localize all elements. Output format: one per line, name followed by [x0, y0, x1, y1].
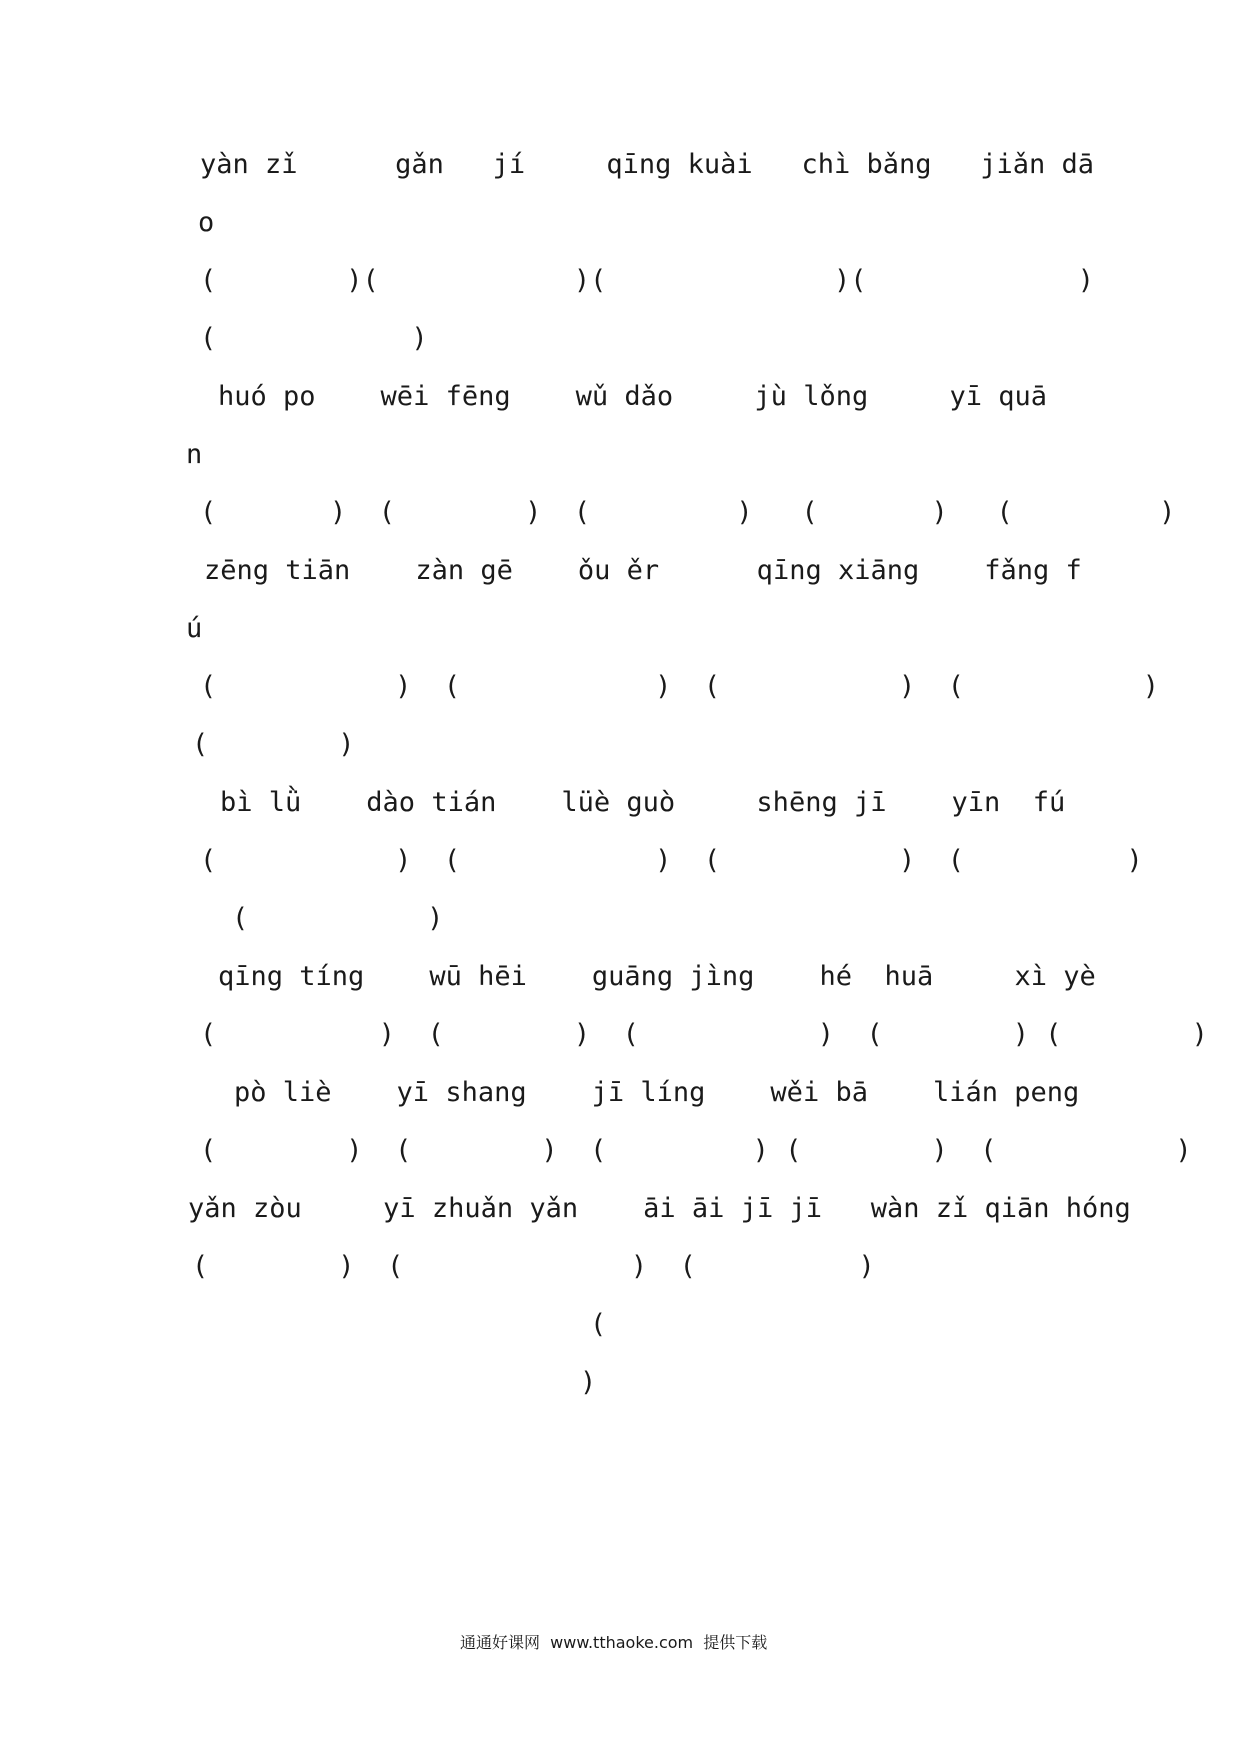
answer-brackets-row-4: ( ) ( ) ( ) ( )	[200, 845, 1143, 876]
pinyin-row-6: pò liè yī shang jī líng wěi bā lián peng	[234, 1077, 1080, 1108]
pinyin-row-5: qīng tíng wū hēi guāng jìng hé huā xì yè	[218, 961, 1096, 992]
answer-brackets-row-1: ( )( )( )( )	[200, 265, 1095, 296]
answer-brackets-row-1-wrap: ( )	[200, 323, 428, 354]
answer-brackets-row-4-wrap: ( )	[232, 903, 444, 934]
pinyin-row-3: zēng tiān zàn gē ǒu ěr qīng xiāng fǎng f	[204, 555, 1082, 586]
answer-bracket-close-8: )	[580, 1367, 597, 1398]
pinyin-row-1-wrap: o	[198, 207, 215, 238]
answer-brackets-row-2: ( ) ( ) ( ) ( ) ( )	[200, 497, 1176, 528]
answer-brackets-row-5: ( ) ( ) ( ) ( ) ( )	[200, 1019, 1208, 1050]
footer-credit: 通通好课网 www.tthaoke.com 提供下载	[460, 1633, 768, 1652]
answer-bracket-open-8: (	[590, 1309, 607, 1340]
answer-brackets-row-3-wrap: ( )	[192, 729, 355, 760]
pinyin-row-2-wrap: n	[186, 439, 203, 470]
answer-brackets-row-6: ( ) ( ) ( ) ( ) ( )	[200, 1135, 1192, 1166]
pinyin-row-3-wrap: ú	[186, 613, 203, 644]
pinyin-row-7: yǎn zòu yī zhuǎn yǎn āi āi jī jī wàn zǐ qiān hóng	[188, 1193, 1131, 1224]
pinyin-row-4: bì lǜ dào tián lüè guò shēng jī yīn fú	[220, 787, 1066, 818]
pinyin-row-1: yàn zǐ gǎn jí qīng kuài chì bǎng jiǎn dā	[200, 149, 1095, 180]
answer-brackets-row-7: ( ) ( ) ( )	[192, 1251, 875, 1282]
pinyin-row-2: huó po wēi fēng wǔ dǎo jù lǒng yī quā	[218, 381, 1048, 412]
answer-brackets-row-3: ( ) ( ) ( ) ( )	[200, 671, 1160, 702]
